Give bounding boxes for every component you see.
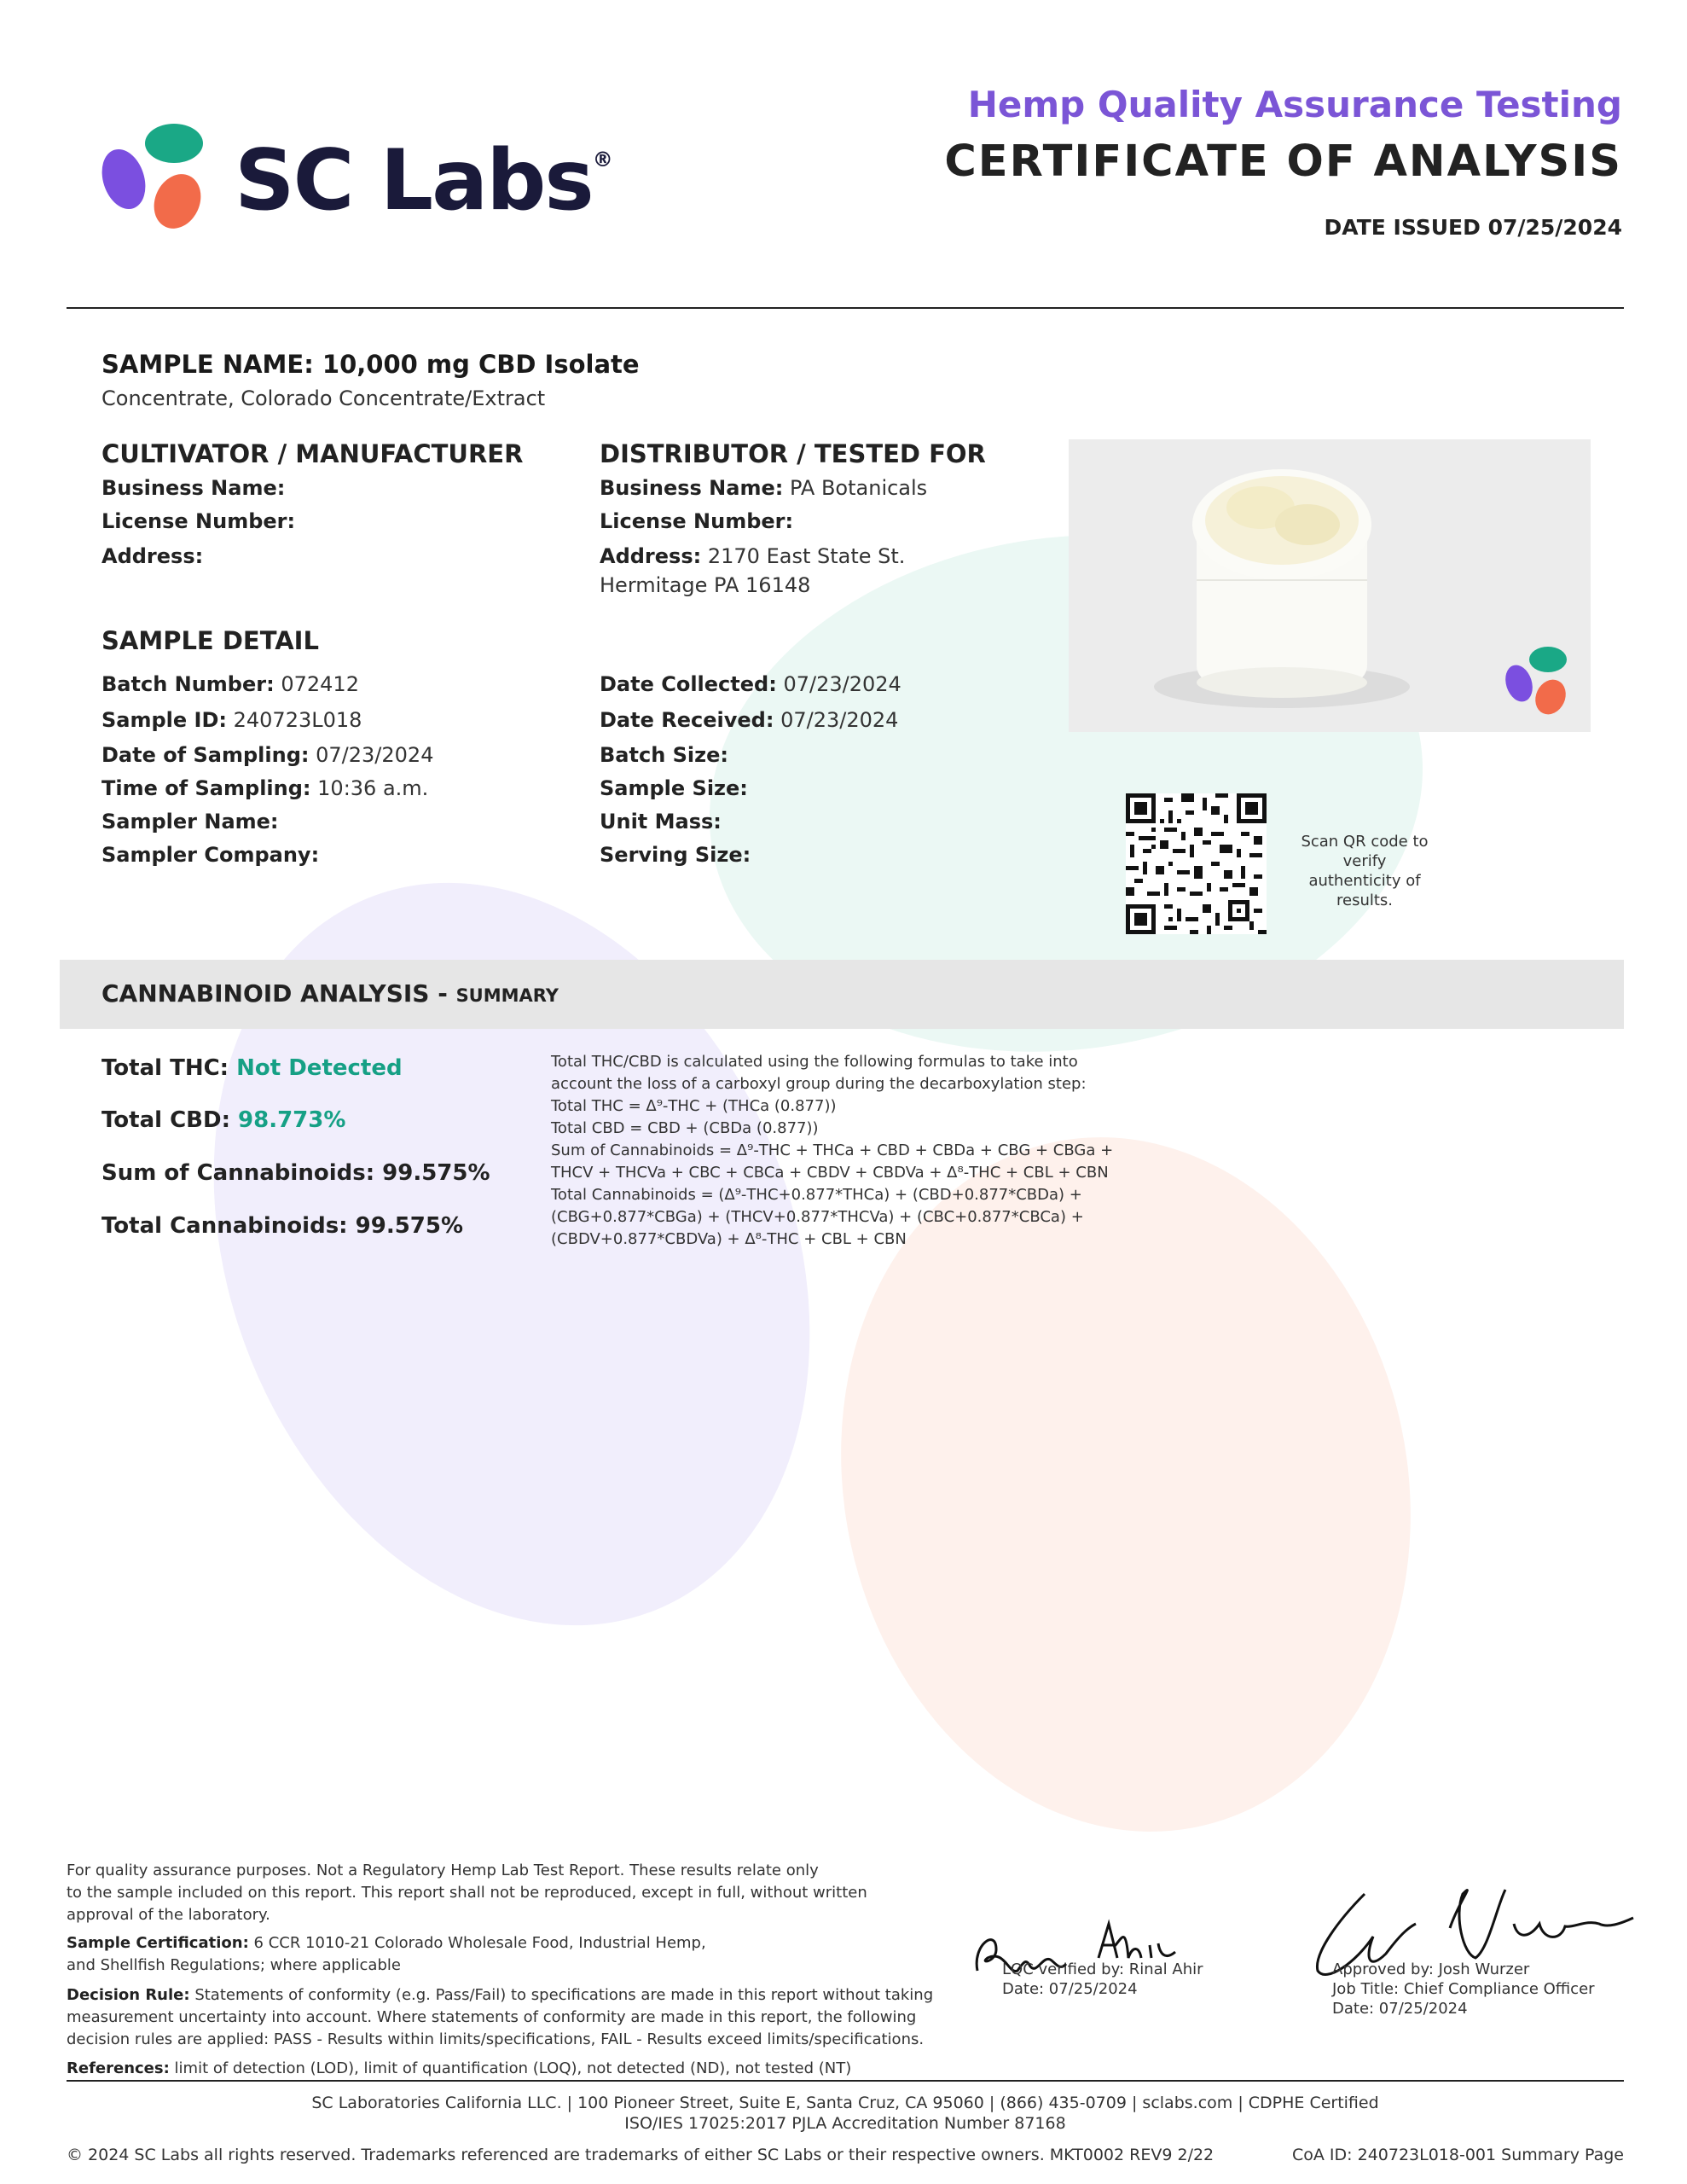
cultivator-heading: CULTIVATOR / MANUFACTURER [101, 439, 524, 468]
serving-size: Serving Size: [600, 843, 751, 867]
cultivator-license: License Number: [101, 509, 296, 533]
sampler-company: Sampler Company: [101, 843, 320, 867]
document-title: CERTIFICATE OF ANALYSIS [944, 136, 1622, 187]
sc-labs-logo-icon [96, 119, 215, 239]
date-collected: Date Collected: 07/23/2024 [600, 672, 901, 696]
distributor-business-name: Business Name: PA Botanicals [600, 476, 928, 500]
date-issued: DATE ISSUED 07/25/2024 [1324, 215, 1622, 240]
formula-notes: Total THC/CBD is calculated using the following formulas to take into account the loss of a carboxyl group during the decarboxylation step: Total THC = Δ⁹-THC + (THCa (0.877)) Total CBD = CBD + (CBDa (0.877)) Sum of Cannabinoids = Δ⁹-THC + THCa + CBD + CBDa + CBG + CBGa + THCV + THCVa + CBC + CBCa + CBDV + CBDVa + Δ⁸-THC + CBL + CBN Total Cannabinoids = (Δ⁹-THC+0.877*THCa) + (CBD+0.877*CBDa) + (CBG+0.877*CBGa) + (THCV+0.877*THCVa) + (CBC+0.877*CBCa) + (CBDV+0.877*CBDVa) + Δ⁸-THC + CBL + CBN [551, 1053, 1114, 1248]
date-received: Date Received: 07/23/2024 [600, 708, 899, 732]
signature-block-2: Approved by: Josh Wurzer Job Title: Chief Compliance Officer Date: 07/25/2024 [1332, 1960, 1595, 2018]
product-photo [1069, 439, 1591, 732]
qr-code-icon[interactable] [1126, 793, 1267, 934]
total-cannabinoids: Total Cannabinoids: 99.575% [101, 1213, 464, 1239]
accreditation: ISO/IES 17025:2017 PJLA Accreditation Number 87168 [624, 2114, 1066, 2133]
cultivator-business-name: Business Name: [101, 476, 286, 500]
distributor-heading: DISTRIBUTOR / TESTED FOR [600, 439, 986, 468]
distributor-license: License Number: [600, 509, 794, 533]
qr-caption: Scan QR code to verify authenticity of results. [1301, 833, 1429, 909]
batch-size: Batch Size: [600, 743, 728, 767]
header-divider [67, 307, 1624, 309]
distributor-address: Address: 2170 East State St. [600, 544, 906, 568]
logo-text: SC Labs® [235, 132, 612, 229]
document-subtitle: Hemp Quality Assurance Testing [967, 84, 1622, 125]
sample-certification: Sample Certification: 6 CCR 1010-21 Colorado Wholesale Food, Industrial Hemp, and Shellfish Regulations; where applicable [67, 1934, 706, 1974]
copyright: © 2024 SC Labs all rights reserved. Trademarks referenced are trademarks of either SC Labs or their respective owners. MKT0002 REV9 2/22 [67, 2146, 1215, 2164]
sample-id: Sample ID: 240723L018 [101, 708, 362, 732]
date-of-sampling: Date of Sampling: 07/23/2024 [101, 743, 434, 767]
cultivator-address: Address: [101, 544, 204, 568]
decision-rule: Decision Rule: Statements of conformity (e.g. Pass/Fail) to specifications are made in this report without taking measurement uncertainty into account. Where statements of conformity are made in this report, the following decision rules are applied: PASS - Results within limits/specifications, FAIL - Results exceed limits/specifications. [67, 1986, 934, 2048]
photo-logo-icon [1504, 644, 1572, 721]
qa-disclaimer: For quality assurance purposes. Not a Regulatory Hemp Lab Test Report. These results relate only to the sample included on this report. This report shall not be reproduced, except in full, without written approval of the laboratory. [67, 1862, 867, 1924]
sampler-name: Sampler Name: [101, 810, 279, 834]
signature-block-1: LQC verified by: Rinal Ahir Date: 07/25/2024 [1002, 1960, 1203, 1998]
sample-type: Concentrate, Colorado Concentrate/Extract [101, 386, 546, 410]
sample-detail-heading: SAMPLE DETAIL [101, 626, 319, 655]
distributor-address-line2: Hermitage PA 16148 [600, 573, 811, 597]
footer-divider [67, 2080, 1624, 2082]
total-cbd: Total CBD: 98.773% [101, 1107, 346, 1133]
unit-mass: Unit Mass: [600, 810, 722, 834]
references: References: limit of detection (LOD), limit of quantification (LOQ), not detected (ND), not tested (NT) [67, 2059, 852, 2077]
batch-number: Batch Number: 072412 [101, 672, 359, 696]
company-info: SC Laboratories California LLC. | 100 Pioneer Street, Suite E, Santa Cruz, CA 95060 | (866) 435-0709 | sclabs.com | CDPHE Certified [311, 2094, 1379, 2112]
sample-name: SAMPLE NAME: 10,000 mg CBD Isolate [101, 350, 640, 379]
coa-id: CoA ID: 240723L018-001 Summary Page [1292, 2146, 1624, 2164]
time-of-sampling: Time of Sampling: 10:36 a.m. [101, 776, 429, 800]
total-thc: Total THC: Not Detected [101, 1055, 403, 1081]
sum-of-cannabinoids: Sum of Cannabinoids: 99.575% [101, 1160, 490, 1186]
cannabinoid-analysis-title: CANNABINOID ANALYSIS - SUMMARY [101, 979, 559, 1008]
sample-size: Sample Size: [600, 776, 748, 800]
